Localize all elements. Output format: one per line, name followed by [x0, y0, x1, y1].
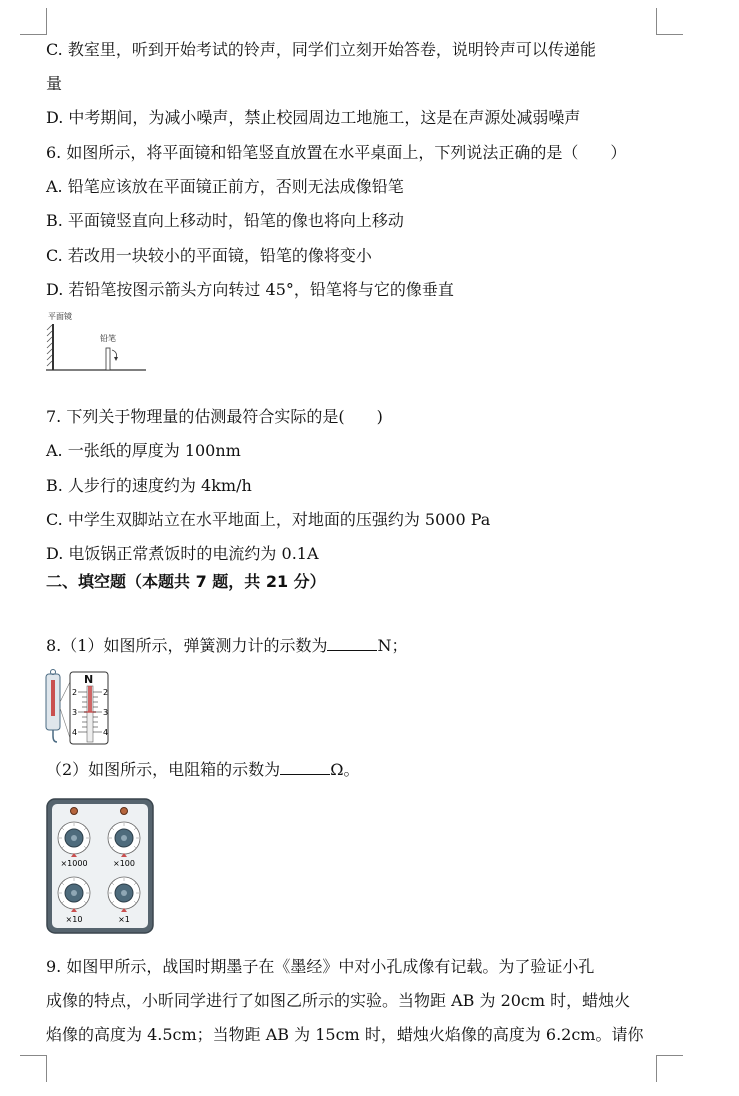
answer-blank — [327, 636, 377, 651]
page-corner-mark — [656, 1055, 683, 1082]
q8-part2-text: （2）如图所示，电阻箱的示数为 — [46, 760, 281, 779]
tick-label: 2 — [103, 688, 109, 697]
section-heading: 二、填空题（本题共 7 题，共 21 分） — [46, 572, 326, 591]
dial-label: ×1000 — [60, 859, 88, 868]
dial-label: ×100 — [113, 859, 135, 868]
mirror-pencil-figure — [44, 310, 148, 374]
rotate-arrow-icon — [114, 357, 118, 361]
page-corner-mark — [20, 1055, 47, 1082]
q8-part1 — [46, 636, 407, 656]
q7-option-a: A. 一张纸的厚度为 100nm — [46, 441, 241, 460]
page-corner-mark — [656, 8, 683, 35]
q6-option-d: D. 若铅笔按图示箭头方向转过 45°，铅笔将与它的像垂直 — [46, 280, 454, 299]
dial-label: ×10 — [65, 915, 83, 924]
tick-label: 3 — [72, 708, 78, 717]
q7-option-b: B. 人步行的速度约为 4km/h — [46, 476, 252, 495]
resistance-box-figure — [46, 798, 154, 934]
q6-option-c: C. 若改用一块较小的平面镜，铅笔的像将变小 — [46, 246, 372, 265]
q9-line3: 焰像的高度为 4.5cm；当物距 AB 为 15cm 时，蜡烛火焰像的高度为 6.2cm。请你 — [46, 1025, 644, 1044]
q8-part1-text: 8.（1）如图所示，弹簧测力计的示数为 — [46, 636, 328, 655]
tick-label: 4 — [103, 728, 109, 737]
q5-option-c: C. 教室里，听到开始考试的铃声，同学们立刻开始答卷，说明铃声可以传递能 — [46, 40, 596, 59]
answer-blank — [280, 760, 330, 775]
tick-label: 4 — [72, 728, 78, 737]
spring-scale-figure — [44, 668, 112, 746]
q7-stem: 7. 下列关于物理量的估测最符合实际的是( ) — [46, 407, 383, 426]
q7-option-c: C. 中学生双脚站立在水平地面上，对地面的压强约为 5000 Pa — [46, 510, 491, 529]
q7-option-d: D. 电饭锅正常煮饭时的电流约为 0.1A — [46, 544, 319, 563]
q9-line2: 成像的特点，小昕同学进行了如图乙所示的实验。当物距 AB 为 20cm 时，蜡烛火 — [46, 991, 631, 1010]
page-corner-mark — [20, 8, 47, 35]
q5-option-d: D. 中考期间，为减小噪声，禁止校园周边工地施工，这是在声源处减弱噪声 — [46, 108, 581, 127]
q9-line1: 9. 如图甲所示，战国时期墨子在《墨经》中对小孔成像有记载。为了验证小孔 — [46, 957, 595, 976]
q6-stem: 6. 如图所示，将平面镜和铅笔竖直放置在水平桌面上，下列说法正确的是（ ） — [46, 143, 627, 162]
tick-label: 2 — [72, 688, 78, 697]
mirror-label: 平面镜 — [48, 312, 72, 321]
scale-unit: N — [84, 673, 94, 686]
q8-part2 — [46, 760, 359, 780]
q8-part2-unit: Ω。 — [330, 760, 360, 779]
dial-label: ×1 — [118, 915, 130, 924]
q5-option-c-cont: 量 — [46, 74, 63, 93]
tick-label: 3 — [103, 708, 109, 717]
q6-option-a: A. 铅笔应该放在平面镜正前方，否则无法成像铅笔 — [46, 177, 404, 196]
pencil-label: 铅笔 — [100, 334, 116, 343]
q6-option-b: B. 平面镜竖直向上移动时，铅笔的像也将向上移动 — [46, 211, 404, 230]
q8-part1-unit: N； — [377, 636, 408, 655]
